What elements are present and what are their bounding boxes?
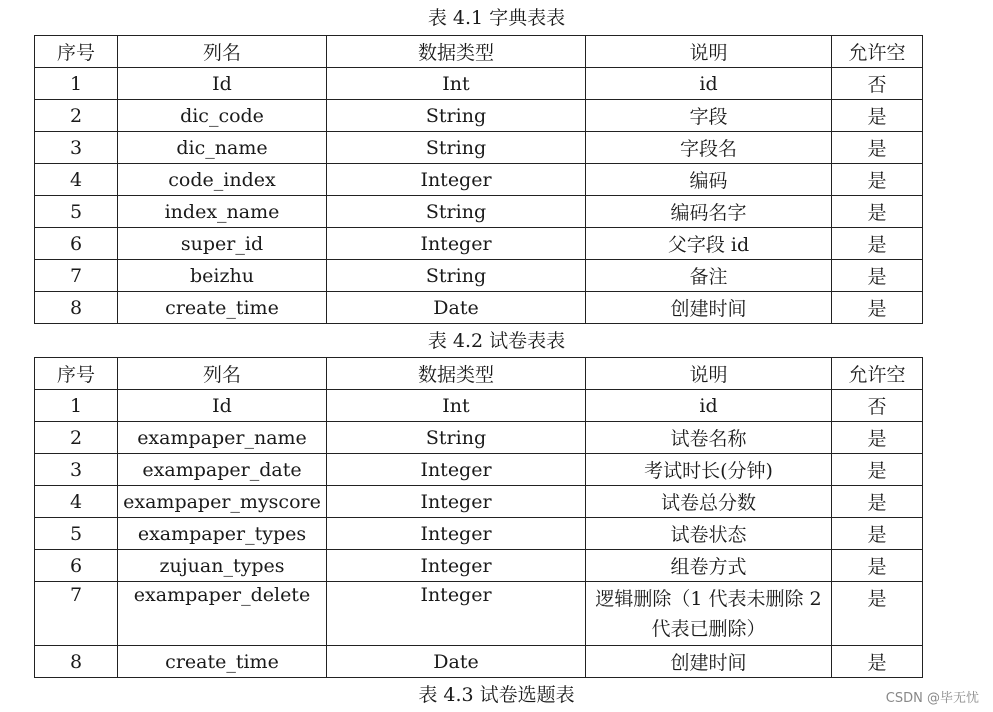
cell-description: 编码名字	[586, 196, 832, 228]
table-caption-1: 表 4.1 字典表表	[427, 7, 566, 29]
table-header-row	[35, 36, 923, 68]
cell-index: 8	[35, 646, 118, 678]
cell-description: 父字段 id	[586, 228, 832, 260]
cell-nullable: 是	[832, 518, 923, 550]
cell-data-type: Int	[327, 68, 586, 100]
header-cell: 数据类型	[327, 36, 586, 68]
cell-index: 2	[35, 422, 118, 454]
cell-data-type: Integer	[327, 228, 586, 260]
cell-nullable: 是	[832, 582, 923, 646]
table-row	[35, 132, 923, 164]
cell-nullable: 是	[832, 422, 923, 454]
table-row	[35, 68, 923, 100]
cell-index: 5	[35, 518, 118, 550]
cell-data-type: String	[327, 422, 586, 454]
cell-index: 8	[35, 292, 118, 324]
cell-data-type: String	[327, 260, 586, 292]
table-header-row	[35, 358, 923, 390]
dictionary-table	[34, 35, 923, 324]
cell-index: 3	[35, 454, 118, 486]
cell-index: 5	[35, 196, 118, 228]
table-row	[35, 486, 923, 518]
cell-description: 组卷方式	[586, 550, 832, 582]
cell-description: 创建时间	[586, 292, 832, 324]
table-row	[35, 518, 923, 550]
cell-column-name: create_time	[118, 292, 327, 324]
table-row	[35, 550, 923, 582]
table-row	[35, 100, 923, 132]
table-row	[35, 454, 923, 486]
cell-index: 7	[35, 582, 118, 646]
cell-description: 试卷状态	[586, 518, 832, 550]
cell-description: 字段	[586, 100, 832, 132]
cell-nullable: 是	[832, 292, 923, 324]
table-row	[35, 260, 923, 292]
cell-description: 编码	[586, 164, 832, 196]
cell-description: 创建时间	[586, 646, 832, 678]
cell-description: 考试时长(分钟)	[586, 454, 832, 486]
table-caption-2: 表 4.2 试卷表表	[427, 330, 566, 352]
cell-nullable: 是	[832, 646, 923, 678]
cell-column-name: Id	[118, 68, 327, 100]
cell-index: 1	[35, 68, 118, 100]
table-row	[35, 582, 923, 646]
table-row	[35, 228, 923, 260]
table-row	[35, 196, 923, 228]
cell-nullable: 是	[832, 454, 923, 486]
cell-column-name: super_id	[118, 228, 327, 260]
cell-data-type: Int	[327, 390, 586, 422]
cell-description: 试卷名称	[586, 422, 832, 454]
cell-data-type: Integer	[327, 486, 586, 518]
cell-column-name: zujuan_types	[118, 550, 327, 582]
cell-description: 试卷总分数	[586, 486, 832, 518]
cell-column-name: dic_name	[118, 132, 327, 164]
cell-data-type: Integer	[327, 164, 586, 196]
cell-data-type: Integer	[327, 518, 586, 550]
cell-column-name: exampaper_myscore	[118, 486, 327, 518]
cell-data-type: Integer	[327, 550, 586, 582]
header-cell: 允许空	[832, 36, 923, 68]
cell-nullable: 是	[832, 260, 923, 292]
table-row	[35, 292, 923, 324]
header-cell: 说明	[586, 36, 832, 68]
header-cell: 列名	[118, 36, 327, 68]
header-cell: 列名	[118, 358, 327, 390]
csdn-watermark: CSDN @毕无忧	[885, 691, 979, 706]
header-cell: 序号	[35, 36, 118, 68]
cell-column-name: code_index	[118, 164, 327, 196]
cell-column-name: exampaper_date	[118, 454, 327, 486]
cell-nullable: 否	[832, 68, 923, 100]
cell-index: 2	[35, 100, 118, 132]
cell-nullable: 是	[832, 164, 923, 196]
cell-data-type: String	[327, 196, 586, 228]
cell-nullable: 是	[832, 196, 923, 228]
table-caption-3: 表 4.3 试卷选题表	[418, 684, 575, 706]
cell-column-name: index_name	[118, 196, 327, 228]
cell-description: 逻辑删除（1 代表未删除 2 代表已删除）	[586, 582, 832, 646]
cell-data-type: String	[327, 100, 586, 132]
cell-nullable: 是	[832, 486, 923, 518]
cell-index: 3	[35, 132, 118, 164]
cell-description: 字段名	[586, 132, 832, 164]
cell-nullable: 是	[832, 100, 923, 132]
header-cell: 数据类型	[327, 358, 586, 390]
cell-data-type: Integer	[327, 582, 586, 646]
header-cell: 允许空	[832, 358, 923, 390]
header-cell: 说明	[586, 358, 832, 390]
table-row	[35, 390, 923, 422]
cell-index: 4	[35, 486, 118, 518]
cell-column-name: beizhu	[118, 260, 327, 292]
cell-index: 7	[35, 260, 118, 292]
cell-nullable: 是	[832, 132, 923, 164]
cell-index: 4	[35, 164, 118, 196]
cell-index: 6	[35, 550, 118, 582]
cell-description: id	[586, 68, 832, 100]
table-row	[35, 646, 923, 678]
cell-nullable: 是	[832, 228, 923, 260]
cell-index: 6	[35, 228, 118, 260]
cell-nullable: 否	[832, 390, 923, 422]
cell-nullable: 是	[832, 550, 923, 582]
cell-data-type: Date	[327, 292, 586, 324]
table-row	[35, 422, 923, 454]
cell-data-type: Date	[327, 646, 586, 678]
exampaper-table	[34, 357, 923, 678]
cell-data-type: Integer	[327, 454, 586, 486]
cell-column-name: create_time	[118, 646, 327, 678]
header-cell: 序号	[35, 358, 118, 390]
table-row	[35, 164, 923, 196]
cell-data-type: String	[327, 132, 586, 164]
cell-column-name: exampaper_types	[118, 518, 327, 550]
cell-column-name: dic_code	[118, 100, 327, 132]
cell-column-name: Id	[118, 390, 327, 422]
cell-column-name: exampaper_name	[118, 422, 327, 454]
cell-index: 1	[35, 390, 118, 422]
cell-column-name: exampaper_delete	[118, 582, 327, 646]
cell-description: 备注	[586, 260, 832, 292]
cell-description: id	[586, 390, 832, 422]
